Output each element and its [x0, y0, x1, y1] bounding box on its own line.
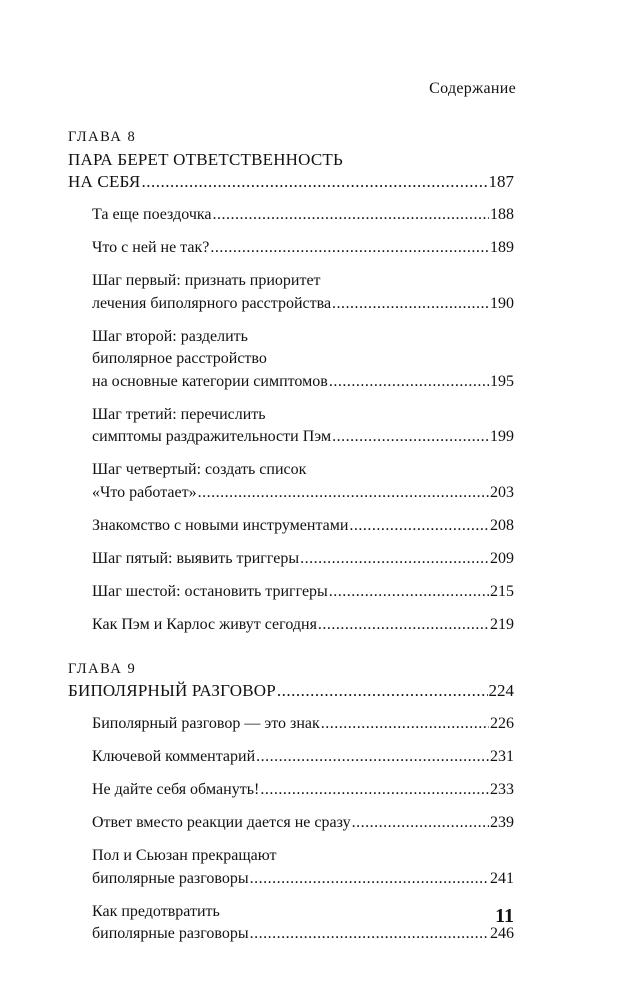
chapter-title-entry[interactable] [68, 680, 514, 703]
section-title-line: Шаг четвертый: создать список [92, 461, 307, 478]
dot-leader [352, 812, 489, 835]
section-title-text: биполярные разговоры [92, 925, 249, 942]
section-page-number: 195 [490, 372, 514, 390]
section-title-text: Биполярный разговор — это знак [92, 715, 320, 732]
section-title-line: Как предотвратить [92, 902, 220, 920]
dot-leader [141, 171, 487, 194]
dot-leader [210, 237, 489, 260]
toc-section-entry[interactable] [68, 901, 514, 946]
chapter-page-number: 187 [488, 172, 514, 191]
section-page-number: 239 [490, 814, 514, 831]
toc-section-entry[interactable] [68, 779, 514, 802]
dot-leader [321, 713, 489, 736]
section-title-text: на основные категории симптомов [92, 372, 328, 390]
section-title-text: Как Пэм и Карлос живут сегодня [92, 615, 317, 633]
section-title-line: биполярное расстройство [92, 350, 267, 367]
chapter-label: ГЛАВА 8 [68, 129, 137, 145]
table-of-contents [68, 128, 514, 946]
toc-section-entry[interactable] [68, 746, 514, 769]
chapter-title-entry[interactable] [68, 148, 514, 194]
toc-section-entry[interactable] [68, 459, 514, 504]
dot-leader [318, 614, 489, 637]
chapter-title-text: БИПОЛЯРНЫЙ РАЗГОВОР [68, 681, 276, 700]
section-page-number: 190 [490, 294, 514, 312]
toc-section-entry[interactable] [68, 581, 514, 604]
dot-leader [250, 923, 489, 946]
toc-section-entry[interactable] [68, 713, 514, 736]
chapter-label: ГЛАВА 9 [68, 661, 137, 677]
section-page-number: 241 [490, 869, 514, 887]
section-page-number: 208 [490, 516, 514, 534]
chapter-block [68, 128, 514, 636]
toc-section-entry[interactable] [68, 812, 514, 835]
toc-section-entry[interactable] [68, 845, 514, 890]
dot-leader [250, 868, 489, 891]
section-title-text: Шаг шестой: остановить триггеры [92, 582, 328, 600]
section-page-number: 226 [490, 715, 514, 732]
dot-leader [329, 371, 489, 394]
section-title-text: Что с ней не так? [92, 239, 210, 256]
toc-section-entry[interactable] [68, 270, 514, 315]
toc-section-entry[interactable] [68, 404, 514, 449]
dot-leader [332, 293, 489, 316]
chapter-block [68, 660, 514, 946]
chapter-title-text: НА СЕБЯ [68, 172, 141, 191]
section-title-line: Шаг второй: разделить [92, 327, 248, 345]
dot-leader [300, 548, 489, 571]
section-title-line: Пол и Сьюзан прекращают [92, 847, 277, 864]
toc-section-entry[interactable] [68, 614, 514, 637]
section-title-text: Ключевой комментарий [92, 748, 256, 765]
section-page-number: 215 [490, 582, 514, 600]
section-title-text: симптомы раздражительности Пэм [92, 428, 332, 445]
section-page-number: 231 [490, 748, 514, 765]
dot-leader [277, 680, 488, 703]
toc-section-entry[interactable] [68, 326, 514, 394]
dot-leader [332, 426, 489, 449]
section-title-text: Шаг пятый: выявить триггеры [92, 549, 300, 567]
dot-leader [349, 515, 489, 538]
section-page-number: 233 [490, 781, 514, 798]
section-page-number: 189 [490, 239, 514, 256]
section-page-number: 203 [490, 483, 514, 501]
section-page-number: 188 [490, 206, 514, 223]
dot-leader [213, 204, 490, 227]
section-page-number: 246 [490, 925, 514, 942]
dot-leader [329, 581, 489, 604]
toc-section-entry[interactable] [68, 237, 514, 260]
dot-leader [256, 746, 489, 769]
section-page-number: 209 [490, 549, 514, 567]
dot-leader [198, 482, 489, 505]
section-title-text: «Что работает» [92, 483, 197, 501]
section-title-line: Шаг первый: признать приоритет [92, 272, 321, 289]
section-title-text: Не дайте себя обмануть! [92, 781, 260, 798]
section-title-text: биполярные разговоры [92, 869, 249, 887]
section-title-line: Шаг третий: перечислить [92, 405, 266, 423]
toc-section-entry[interactable] [68, 515, 514, 538]
section-page-number: 199 [490, 428, 514, 445]
chapter-page-number: 224 [488, 681, 514, 700]
section-page-number: 219 [490, 615, 514, 633]
section-title-text: лечения биполярного расстройства [92, 294, 332, 312]
dot-leader [260, 779, 489, 802]
section-title-text: Ответ вместо реакции дается не сразу [92, 814, 351, 831]
toc-section-entry[interactable] [68, 204, 514, 227]
toc-section-entry[interactable] [68, 548, 514, 571]
section-title-text: Знакомство с новыми инструментами [92, 516, 349, 534]
chapter-title-line: ПАРА БЕРЕТ ОТВЕТСТВЕННОСТЬ [68, 150, 343, 169]
section-title-text: Та еще поездочка [92, 206, 212, 223]
running-head: Содержание [429, 80, 516, 97]
page-number: 11 [495, 905, 514, 927]
